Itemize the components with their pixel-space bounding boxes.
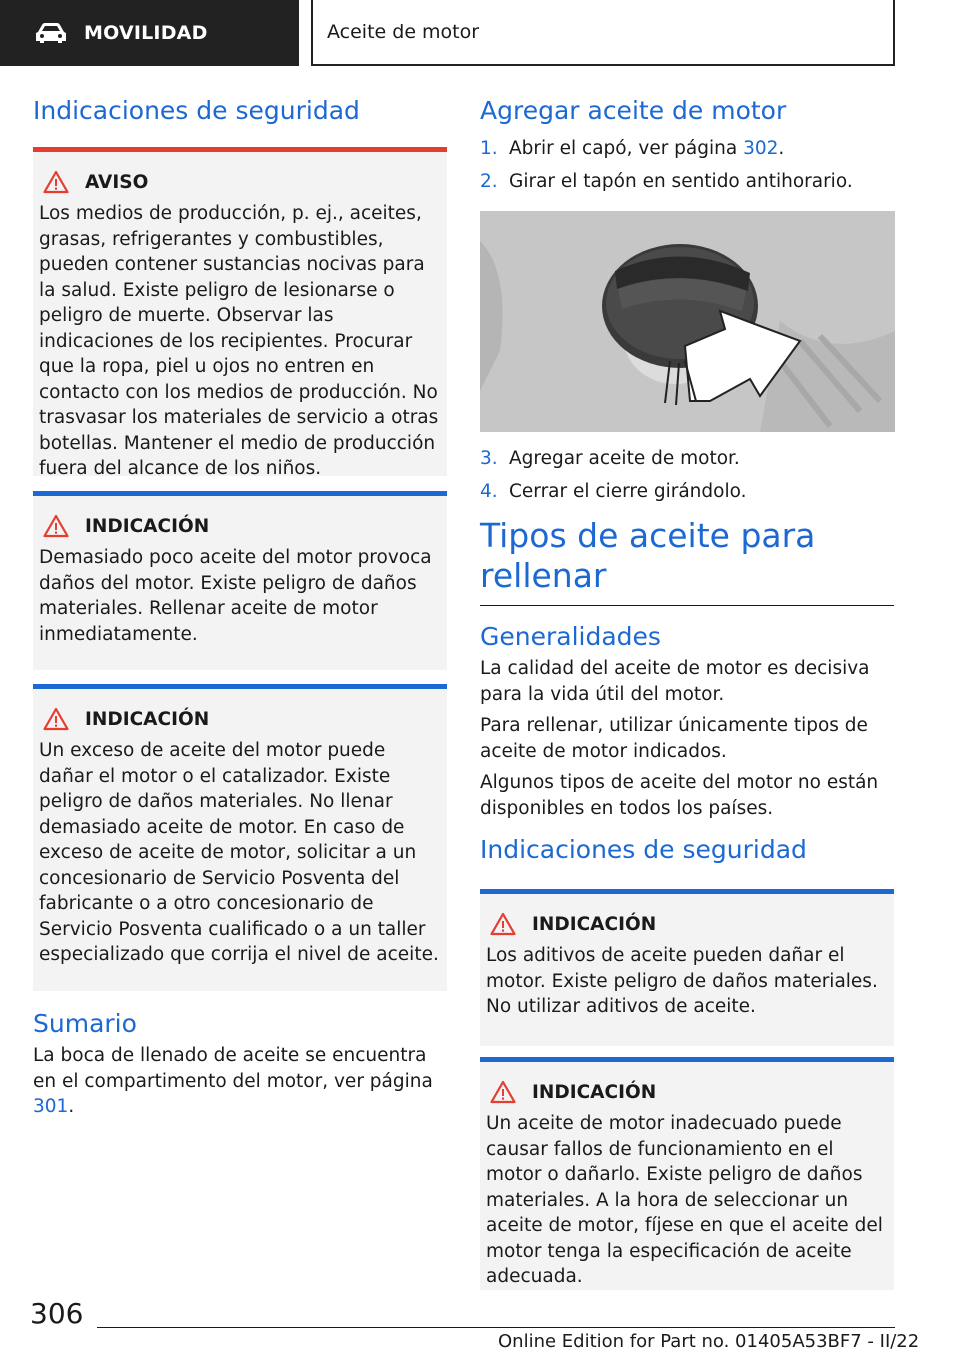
note-3-title: INDICACIÓN — [532, 913, 657, 935]
divider — [480, 605, 894, 606]
general-paragraph-1: La calidad del aceite de motor es decisiva para la vida útil del motor. — [480, 658, 870, 705]
note-1-title: INDICACIÓN — [85, 515, 210, 537]
general-paragraph-3: Algunos tipos de aceite del motor no están disponibles en todos los países. — [480, 772, 879, 819]
note-3-text: Los aditivos de aceite pueden dañar el motor. Existe peligro de daños materiales. No utilizar aditivos de aceite. — [486, 945, 878, 1018]
page-link-301[interactable]: 301 — [33, 1096, 69, 1117]
note-box-1 — [33, 491, 447, 670]
section-title: MOVILIDAD — [84, 22, 208, 44]
left-column — [33, 96, 447, 1120]
summary-heading: Sumario — [33, 1009, 137, 1038]
steps-list-b — [480, 446, 894, 504]
page-link-302[interactable]: 302 — [743, 138, 779, 159]
warning-box — [33, 147, 447, 479]
note-1-text: Demasiado poco aceite del motor provoca daños del motor. Existe peligro de daños materiales. Rellenar aceite de motor inmediatamente. — [39, 547, 432, 645]
summary-text: La boca de llenado de aceite se encuentra en el compartimento del motor, ver página 301. — [33, 1045, 433, 1117]
footer-divider — [97, 1327, 895, 1328]
note-box-3 — [480, 889, 894, 1046]
warning-text: Los medios de producción, p. ej., aceites, grasas, refrigerantes y combustibles, pueden contener sustancias nocivas para la salud. Existe peligro de lesionarse o peligro de muerte. Observar las indicaciones de los recipientes. Procurar que la ropa, piel u ojos no entren en contacto con los medios de producción. No trasvasar los materiales de servicio a otras botellas. Mantener el medio de producción fuera del alcance de los niños. — [39, 203, 439, 479]
safety-heading-right: Indicaciones de seguridad — [480, 835, 807, 865]
page-header — [0, 0, 960, 66]
edition-text: Online Edition for Part no. 01405A53BF7 - II/22 — [498, 1331, 920, 1352]
warning-icon — [43, 170, 69, 194]
steps-list-a — [480, 136, 894, 194]
note-4-text: Un aceite de motor inadecuado puede causar fallos de funcionamiento en el motor o dañarlo. Existe peligro de daños materiales. A la hora de seleccionar un aceite de motor, fíjese en que el aceite del motor tenga la especificación de aceite adecuada. — [486, 1113, 883, 1288]
list-item: 3. Agregar aceite de motor. — [480, 448, 740, 469]
caution-icon — [490, 912, 516, 936]
note-4-title: INDICACIÓN — [532, 1081, 657, 1103]
caution-icon — [490, 1080, 516, 1104]
oil-types-heading: Tipos de aceite para rellenar — [480, 516, 816, 595]
section-tab — [0, 0, 299, 66]
list-item: 4. Cerrar el cierre girándolo. — [480, 480, 747, 502]
right-column — [480, 96, 894, 1290]
general-heading: Generalidades — [480, 622, 661, 652]
oil-filler-cap-image — [480, 211, 895, 432]
caution-icon — [43, 707, 69, 731]
chapter-title: Aceite de motor — [327, 21, 480, 43]
list-item: 1. Abrir el capó, ver página 302. — [480, 138, 785, 159]
chapter-tab — [311, 0, 895, 66]
caution-icon — [43, 514, 69, 538]
add-oil-heading: Agregar aceite de motor — [480, 96, 787, 125]
car-icon — [34, 21, 68, 45]
note-box-4 — [480, 1057, 894, 1290]
general-paragraph-2: Para rellenar, utilizar únicamente tipos de aceite de motor indicados. — [480, 715, 868, 762]
warning-title: AVISO — [85, 171, 149, 193]
note-box-2 — [33, 684, 447, 991]
page-number: 306 — [30, 1297, 84, 1330]
oil-cap-illustration — [480, 211, 895, 432]
note-2-title: INDICACIÓN — [85, 708, 210, 730]
safety-heading-left: Indicaciones de seguridad — [33, 96, 360, 125]
note-2-text: Un exceso de aceite del motor puede dañar el motor o el catalizador. Existe peligro de daños materiales. No llenar demasiado aceite de motor. En caso de exceso de aceite de motor, solicitar a un concesionario de Servicio Posventa del fabricante o a otro concesionario de Servicio Posventa cualificado o a un taller especializado que corrija el nivel de aceite. — [39, 740, 439, 965]
list-item: 2. Girar el tapón en sentido antihorario. — [480, 170, 853, 192]
